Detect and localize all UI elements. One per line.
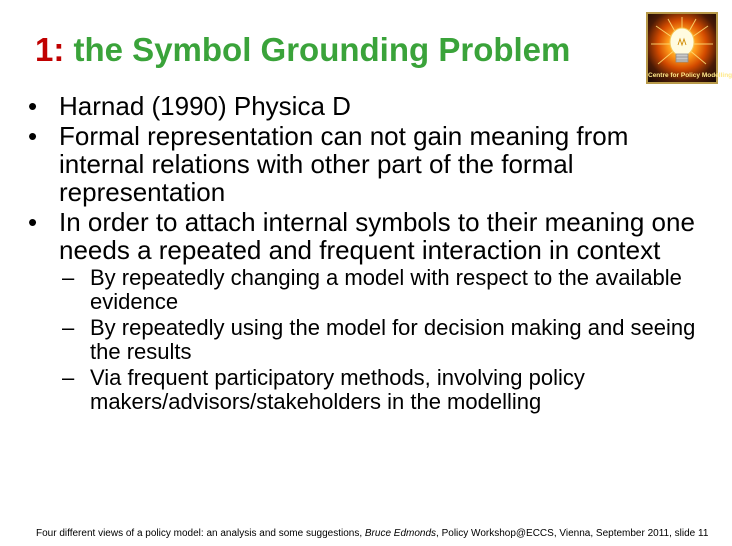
slide-footer [36,528,708,540]
slide-title-text: the Symbol Grounding Problem [73,31,571,68]
bullet-marker: • [28,121,38,151]
sub-bullet-item [26,316,716,364]
footer-suffix: , Policy Workshop@ECCS, Vienna, September 2011, slide 11 [436,528,709,539]
sub-bullet-text: By repeatedly changing a model with respect to the available evidence [90,265,682,314]
bullet-marker: • [28,207,38,237]
bullet-item [26,122,716,206]
bullet-list [26,92,716,416]
sub-bullet-text: Via frequent participatory methods, involving policy makers/advisors/stakeholders in the modelling [90,365,585,414]
bullet-item [26,208,716,264]
sub-bullet-marker: – [62,365,75,390]
sub-bullet-marker: – [62,315,75,340]
logo-caption: Centre for Policy Modelling [648,72,732,79]
bullet-text: Harnad (1990) Physica D [59,91,351,121]
footer-prefix: Four different views of a policy model: an analysis and some suggestions, [36,528,365,539]
bullet-marker: • [28,91,38,121]
slide-title [35,30,570,70]
sub-bullet-item [26,266,716,314]
bullet-text: In order to attach internal symbols to their meaning one needs a repeated and frequent interaction in context [59,207,695,265]
bullet-item [26,92,716,120]
slide-number: 1: [35,31,65,68]
sub-bullet-marker: – [62,265,75,290]
footer-author: Bruce Edmonds [364,528,437,539]
lightbulb-logo [646,12,732,84]
sub-bullet-item [26,366,716,414]
bullet-text: Formal representation can not gain meaning from internal relations with other part of the formal representation [59,121,629,207]
sub-bullet-text: By repeatedly using the model for decision making and seeing the results [90,315,696,364]
